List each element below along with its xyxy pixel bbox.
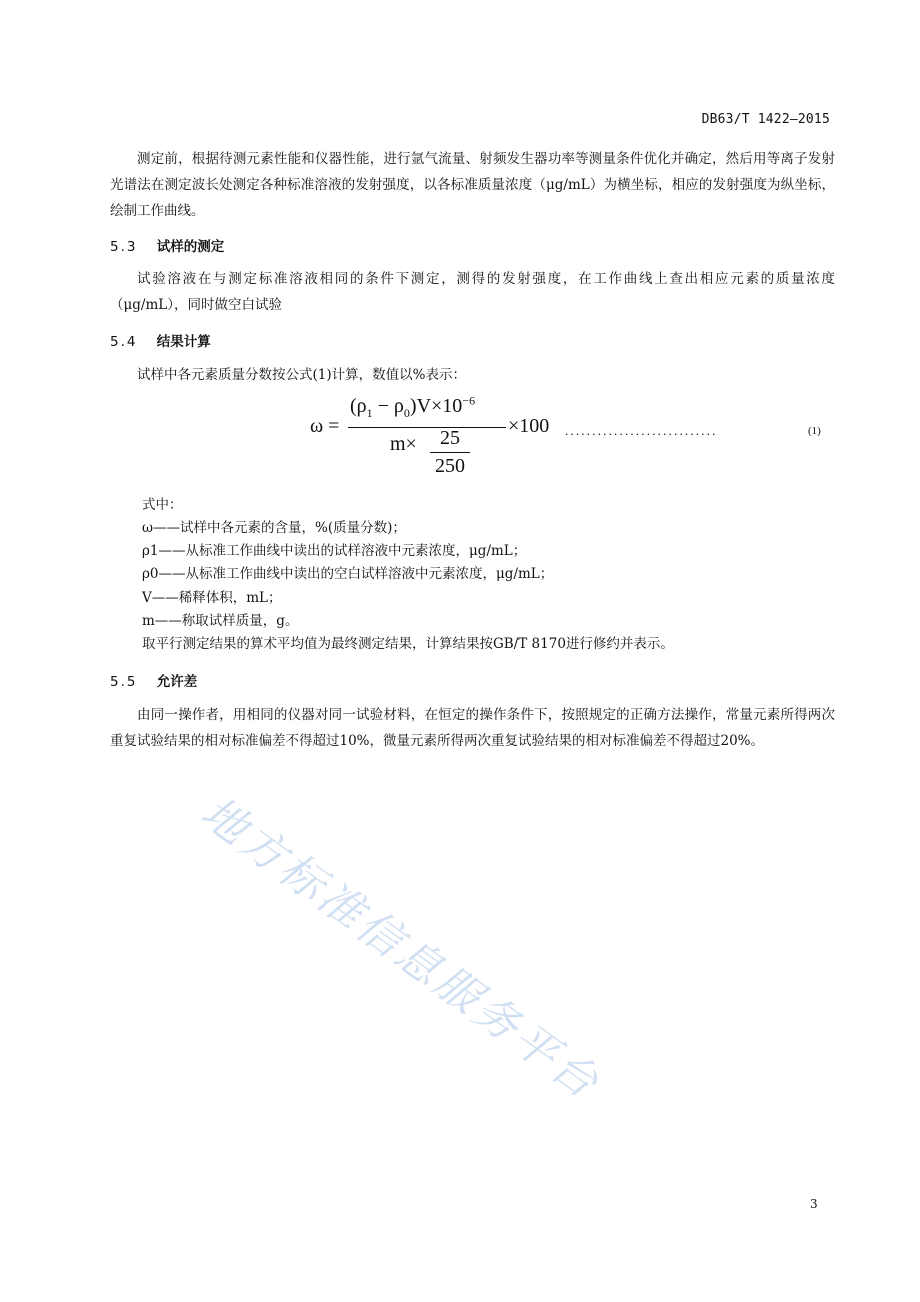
formula-leader-dots: ............................ <box>565 423 718 438</box>
definition-omega: ω——试样中各元素的含量，%(质量分数)； <box>142 520 406 536</box>
equation-number: (1) <box>808 425 821 437</box>
fraction-bar <box>348 427 506 428</box>
section-number: 5.3 <box>110 239 138 255</box>
formula-numerator: $(\rho_1 - \rho_0)V\times 10^{-6}$ <box>350 393 476 420</box>
formula-lhs: ω = <box>310 415 340 437</box>
section-5-4-paragraph: 试样中各元素质量分数按公式(1)计算，数值以%表示： <box>137 367 466 383</box>
definition-rho1: ρ1——从标准工作曲线中读出的试样溶液中元素浓度，μg/mL； <box>142 543 527 559</box>
inner-fraction-bar <box>430 452 470 453</box>
formula-1 <box>310 395 840 485</box>
final-result-note: 取平行测定结果的算术平均值为最终测定结果，计算结果按GB/T 8170进行修约并表示。 <box>142 636 674 652</box>
inner-denominator: 250 <box>435 455 465 477</box>
formula-times-100: ×100 <box>508 415 550 437</box>
section-title: 试样的测定 <box>156 239 225 255</box>
where-label: 式中： <box>142 497 183 513</box>
section-title: 结果计算 <box>156 334 211 350</box>
section-5-3-paragraph: 试验溶液在与测定标准溶液相同的条件下测定，测得的发射强度，在工作曲线上查出相应元素的质量浓度（μg/mL），同时做空白试验 <box>110 271 835 313</box>
section-5-5-heading <box>110 670 197 690</box>
page-number: 3 <box>810 1197 818 1211</box>
section-5-3-heading <box>110 235 224 255</box>
formula-inner-fraction <box>430 427 470 478</box>
section-title: 允许差 <box>156 674 198 690</box>
section-5-5-paragraph: 由同一操作者，用相同的仪器对同一试验材料，在恒定的操作条件下，按照规定的正确方法操作，常量元素所得两次重复试验结果的相对标准偏差不得超过10%，微量元素所得两次重复试验结果的相对标准偏差不得超过20%。 <box>110 707 835 749</box>
definition-m: m——称取试样质量，g。 <box>142 613 299 629</box>
watermark: 地方标准信息服务平台 <box>191 786 610 1111</box>
intro-paragraph: 测定前，根据待测元素性能和仪器性能，进行氩气流量、射频发生器功率等测量条件优化并确定，然后用等离子发射光谱法在测定波长处测定各种标准溶液的发射强度，以各标准质量浓度（μg/mL）为横坐标，相应的发射强度为纵坐标，绘制工作曲线。 <box>110 151 835 219</box>
section-number: 5.5 <box>110 674 138 690</box>
definition-v: V——稀释体积，mL； <box>142 590 282 606</box>
section-number: 5.4 <box>110 334 138 350</box>
definition-rho0: ρ0——从标准工作曲线中读出的空白试样溶液中元素浓度，μg/mL； <box>142 566 554 582</box>
inner-numerator: 25 <box>440 427 460 449</box>
standard-code: DB63/T 1422—2015 <box>701 112 830 127</box>
section-5-4-heading <box>110 330 211 350</box>
formula-denominator-m: m× <box>390 433 417 455</box>
